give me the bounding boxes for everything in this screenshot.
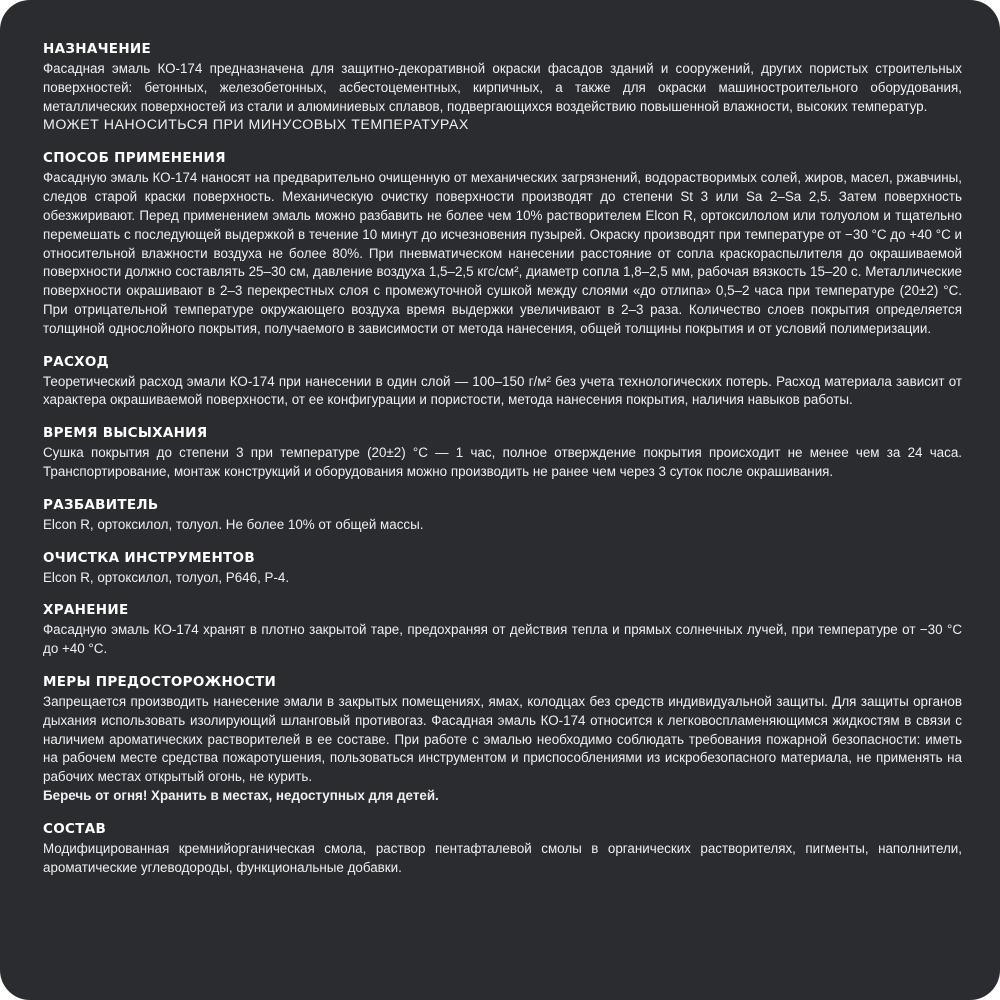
section-title: СОСТАВ — [43, 820, 107, 837]
section-text: Elcon R, ортоксилол, толуол, Р646, Р-4. — [43, 569, 290, 585]
section-text: Фасадную эмаль КО-174 наносят на предварительно очищенную от механических загрязнений, водорастворимых солей, жиров, масел, ржавчины, следов старой краски поверхность. Механическую очистку поверхности производят до степени St 3 или Sa 2–Sa 2,5. Затем поверхность обезжиривают. Перед применением эмаль можно разбавить не более чем 10% растворителем Elcon R, ортоксилолом или толуолом и тщательно перемешать с последующей выдержкой в течение 10 минут до исчезновения пузырей. Окраску производят при температуре от −30 °С до +40 °С и относительной влажности воздуха не более 80%. При пневматическом нанесении расстояние от сопла краскораспылителя до окрашиваемой поверхности должно составлять 25–30 см, давление воздуха 1,5–2,5 кгс/см², диаметр сопла 1,8–2,5 мм, рабочая вязкость 15–20 с. Металлические поверхности окрашивают в 2–3 перекрестных слоя с промежуточной сушкой между слоями «до отлипа» 0,5–2 часа при температуре (20±2) °С. При отрицательной температуре окружающего воздуха время выдержки увеличивают в 2–3 раза. Количество слоев покрытия определяется толщиной однослойного покрытия, получаемого в зависимости от метода нанесения, общей толщины покрытия и от условий полимеризации. — [43, 170, 962, 336]
section-title: СПОСОБ ПРИМЕНЕНИЯ — [43, 150, 226, 167]
section-text: Фасадную эмаль КО-174 хранят в плотно закрытой таре, предохраняя от действия тепла и прямых солнечных лучей, при температуре от −30 °С до +40 °С. — [43, 622, 962, 657]
section-storage — [43, 601, 962, 659]
section-precautions — [43, 673, 962, 806]
section-text: Модифицированная кремнийорганическая смола, раствор пентафталевой смолы в органических растворителях, пигменты, наполнители, ароматические углеводороды, функциональные добавки. — [43, 840, 962, 875]
subzero-note: МОЖЕТ НАНОСИТЬСЯ ПРИ МИНУСОВЫХ ТЕМПЕРАТУРАХ — [43, 117, 469, 134]
section-cleaning — [43, 549, 962, 588]
section-title: ВРЕМЯ ВЫСЫХАНИЯ — [43, 425, 208, 442]
section-text: Elcon R, ортоксилол, толуол. Не более 10% от общей массы. — [43, 516, 424, 532]
section-text: Фасадная эмаль КО-174 предназначена для защитно-декоративной окраски фасадов зданий и сооружений, других пористых строительных поверхностей: бетонных, железобетонных, асбестоцементных, кирпичных, а также для окраски машиностроительного оборудования, металлических поверхностей из стали и алюминиевых сплавов, подвергающихся воздействию повышенной влажности, высоких температур. — [43, 61, 962, 114]
fire-warning: Беречь от огня! Хранить в местах, недоступных для детей. — [43, 787, 439, 803]
section-title: ХРАНЕНИЕ — [43, 602, 129, 619]
section-title: МЕРЫ ПРЕДОСТОРОЖНОСТИ — [43, 673, 277, 690]
section-drying — [43, 424, 962, 482]
section-consumption — [43, 353, 962, 411]
section-thinner — [43, 496, 962, 535]
section-purpose — [43, 40, 962, 135]
section-composition — [43, 820, 962, 878]
section-text: Сушка покрытия до степени 3 при температуре (20±2) °С — 1 час, полное отверждение покрытия происходит не менее чем за 24 часа. Транспортирование, монтаж конструкций и оборудования можно производить не ранее чем через 3 суток после окрашивания. — [43, 445, 962, 479]
section-title: НАЗНАЧЕНИЕ — [43, 41, 152, 57]
section-text: Запрещается производить нанесение эмали в закрытых помещениях, ямах, колодцах без средств индивидуальной защиты. Для защиты органов дыхания использовать изолирующий шланговый противогаз. Фасадная эмаль КО-174 относится к легковоспламеняющимся жидкостям в связи с наличием ароматических растворителей в ее составе. При работе с эмалью необходимо соблюдать требования пожарной безопасности: иметь на рабочем месте средства пожаротушения, пользоваться инструментом и приспособлениями из искробезопасного материала, не применять на рабочих местах открытый огонь, не курить. — [43, 693, 962, 785]
section-title: РАСХОД — [43, 353, 109, 370]
section-application — [43, 149, 962, 338]
section-title: РАЗБАВИТЕЛЬ — [43, 496, 159, 513]
section-text: Теоретический расход эмали КО-174 при нанесении в один слой — 100–150 г/м² без учета технологических потерь. Расход материала зависит от характера окрашиваемой поверхности, от ее конфигурации и пористости, метода нанесения покрытия, наличия навыков работы. — [43, 373, 962, 408]
section-title: ОЧИСТКА ИНСТРУМЕНТОВ — [43, 549, 255, 566]
